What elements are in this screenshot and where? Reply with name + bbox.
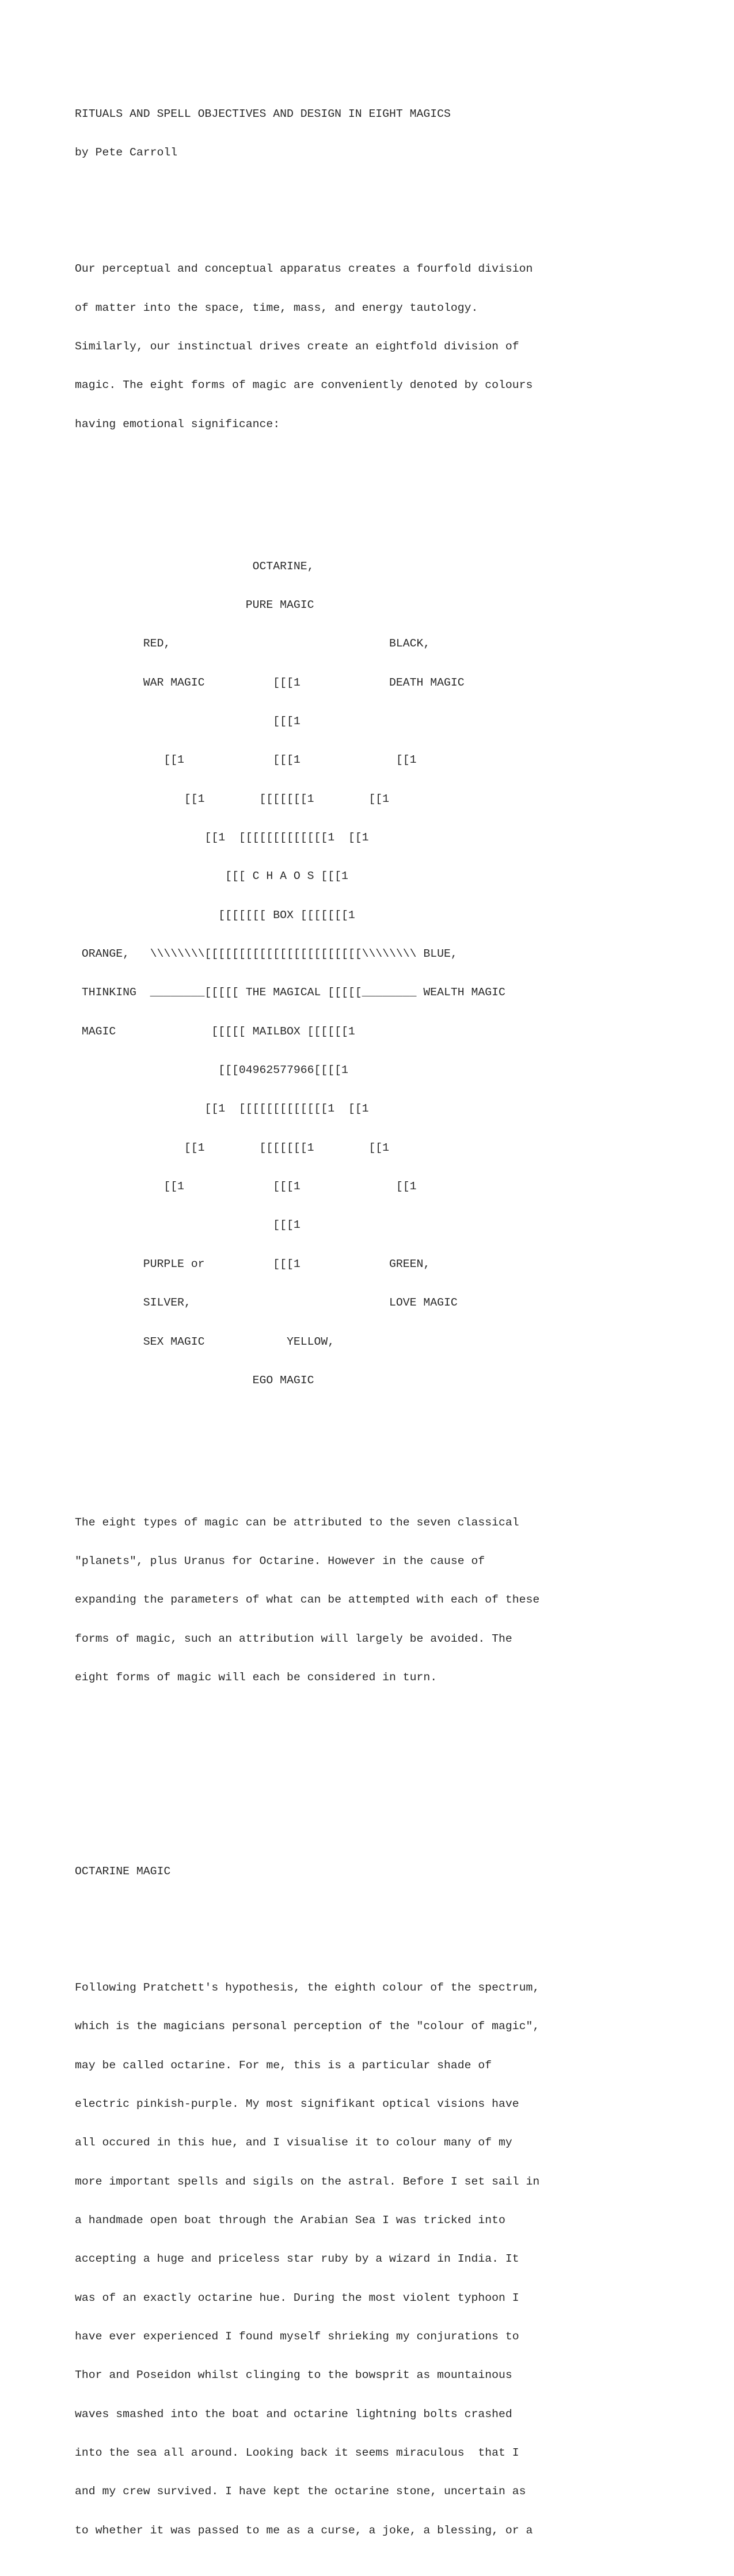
diagram-line: [[[04962577966[[[[1 [75,1064,348,1077]
diagram-line: EGO MAGIC [75,1373,314,1387]
diagram-line: SILVER, LOVE MAGIC [75,1296,458,1310]
octarine-line: electric pinkish-purple. My most signifikant optical visions have [75,2097,519,2110]
spacer [75,1439,651,1451]
diagram-line: [[1 [[[1 [[1 [75,754,417,767]
spacer [75,1775,651,1787]
intro-line: magic. The eight forms of magic are conveniently denoted by colours [75,379,533,392]
octarine-line: Following Pratchett's hypothesis, the eighth colour of the spectrum, [75,1981,540,1994]
octarine-line: more important spells and sigils on the astral. Before I set sail in [75,2175,540,2188]
document-title: RITUALS AND SPELL OBJECTIVES AND DESIGN IN EIGHT MAGICS [75,107,451,120]
diagram-line: [[1 [[[1 [[1 [75,1180,417,1193]
octarine-line: all occured in this hue, and I visualise it to colour many of my [75,2136,512,2149]
spacer [75,185,651,198]
octarine-line: and my crew survived. I have kept the octarine stone, uncertain as [75,2485,526,2498]
octarine-line: a handmade open boat through the Arabian Sea I was tricked into [75,2214,505,2227]
spacer [75,482,651,495]
eight-magics-ascii-diagram [75,534,651,1413]
intro-line: Our perceptual and conceptual apparatus creates a fourfold division [75,262,533,276]
intro-line: having emotional significance: [75,417,280,431]
diagram-line: [[1 [[[[[[[[[[[[[1 [[1 [75,1102,369,1116]
octarine-line: waves smashed into the boat and octarine lightning bolts crashed [75,2407,512,2421]
document-byline: by Pete Carroll [75,146,178,159]
diagram-line: PURPLE or [[[1 GREEN, [75,1257,431,1270]
diagram-line: OCTARINE, [75,560,314,573]
octarine-line: was of an exactly octarine hue. During the most violent typhoon I [75,2291,519,2304]
diagram-line: THINKING ________[[[[[ THE MAGICAL [[[[[________ WEALTH MAGIC [75,986,505,999]
octarine-paragraph [75,1955,651,2563]
diagram-line: [[[[[[[ BOX [[[[[[[1 [75,908,355,922]
diagram-line: [[[1 [75,715,301,728]
diagram-line: SEX MAGIC YELLOW, [75,1335,335,1348]
attribution-line: expanding the parameters of what can be attempted with each of these [75,1593,540,1607]
attribution-line: eight forms of magic will each be considered in turn. [75,1671,438,1684]
document-page [75,82,651,2576]
octarine-line: into the sea all around. Looking back it seems miraculous that I [75,2446,519,2460]
diagram-line: MAGIC [[[[[ MAILBOX [[[[[[1 [75,1025,355,1038]
diagram-line: RED, BLACK, [75,637,431,650]
spacer [75,1813,651,1826]
spacer [75,1736,651,1748]
octarine-line: Thor and Poseidon whilst clinging to the bowsprit as mountainous [75,2369,512,2382]
octarine-line: to whether it was passed to me as a curse, a joke, a blessing, or a [75,2524,533,2537]
diagram-line: [[1 [[[[[[[[[[[[[1 [[1 [75,831,369,844]
diagram-line: PURE MAGIC [75,598,314,611]
attribution-paragraph [75,1490,651,1710]
intro-line: of matter into the space, time, mass, and energy tautology. [75,301,478,314]
diagram-line: ORANGE, \\\\\\\\[[[[[[[[[[[[[[[[[[[[[[[\\\\\\\\ BLUE, [75,948,458,961]
intro-paragraph [75,237,651,456]
attribution-line: "planets", plus Uranus for Octarine. However in the cause of [75,1555,485,1568]
diagram-line: [[[ C H A O S [[[1 [75,870,348,883]
intro-line: Similarly, our instinctual drives create an eightfold division of [75,340,519,353]
section-heading-octarine: OCTARINE MAGIC [75,1865,171,1878]
octarine-line: which is the magicians personal perception of the "colour of magic", [75,2020,540,2033]
octarine-line: may be called octarine. For me, this is a particular shade of [75,2058,492,2072]
spacer [75,1904,651,1916]
diagram-line: [[1 [[[[[[[1 [[1 [75,1141,390,1154]
octarine-line: have ever experienced I found myself shrieking my conjurations to [75,2330,519,2343]
attribution-line: forms of magic, such an attribution will largely be avoided. The [75,1632,512,1645]
octarine-line: accepting a huge and priceless star ruby by a wizard in India. It [75,2252,519,2266]
diagram-line: [[1 [[[[[[[1 [[1 [75,792,390,805]
diagram-line: [[[1 [75,1219,301,1232]
diagram-line: WAR MAGIC [[[1 DEATH MAGIC [75,676,465,689]
attribution-line: The eight types of magic can be attributed to the seven classical [75,1516,519,1529]
